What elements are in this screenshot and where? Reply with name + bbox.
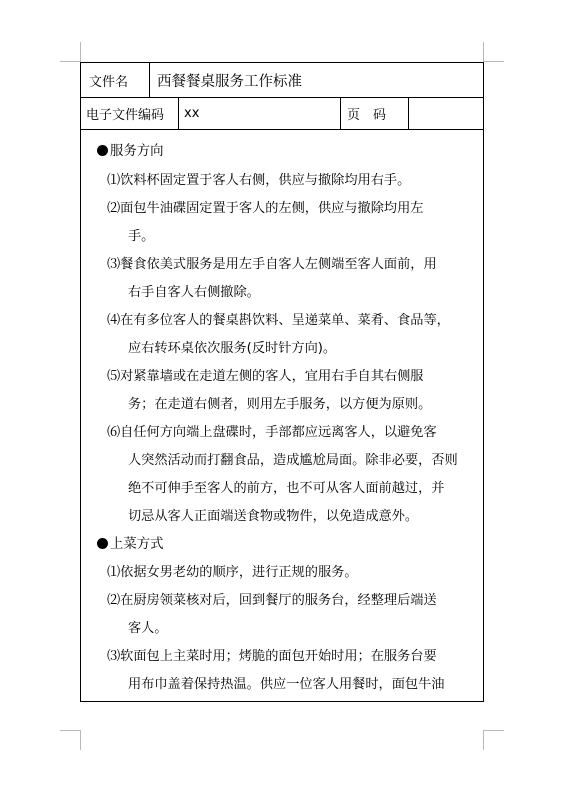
paragraph-line: ⑶餐食依美式服务是用左手自客人左侧端至客人面前，用 — [107, 257, 437, 272]
crop-mark-top-right — [484, 61, 504, 62]
header-row-doc-name — [81, 63, 483, 98]
crop-mark-bottom-right — [484, 730, 504, 731]
section-heading: 服务方向 — [97, 143, 164, 161]
crop-mark-top-right — [483, 42, 484, 62]
paragraph-line: ⑴饮料杯固定置于客人右侧，供应与撤除均用右手。 — [107, 173, 411, 188]
crop-mark-bottom-left — [60, 730, 80, 731]
paragraph-line: ⑵面包牛油碟固定置于客人的左侧，供应与撤除均用左 — [107, 201, 424, 216]
paragraph-line: ⑶软面包上主菜时用；烤脆的面包开始时用；在服务台要 — [107, 649, 437, 664]
paragraph-line: 手。 — [128, 229, 155, 244]
crop-mark-bottom-left — [80, 730, 81, 750]
page-label-cell — [341, 98, 409, 129]
page-label: 页 码 — [347, 108, 387, 123]
paragraph-line: ⑷在有多位客人的餐桌斟饮料、呈递菜单、菜肴、食品等， — [107, 313, 450, 328]
paragraph-line: 用布巾盖着保持热温。供应一位客人用餐时，面包牛油 — [128, 677, 445, 692]
crop-mark-bottom-right — [483, 730, 484, 750]
paragraph-line: ⑵在厨房领菜核对后，回到餐厅的服务台，经整理后端送 — [107, 593, 437, 608]
paragraph-line: 右手自客人右侧撤除。 — [128, 285, 260, 300]
file-code-value-cell — [179, 98, 341, 129]
document-frame — [80, 62, 484, 702]
paragraph-line: 客人。 — [128, 621, 168, 636]
file-code-label: 电子文件编码 — [86, 108, 165, 123]
crop-mark-top-left — [60, 61, 80, 62]
crop-mark-top-left — [80, 42, 81, 62]
doc-name-label-cell — [81, 63, 150, 97]
paragraph-line: 切忌从客人正面端送食物或物件，以免造成意外。 — [128, 509, 419, 524]
bullet-dot-icon — [97, 538, 108, 549]
doc-title: 西餐餐桌服务工作标准 — [157, 73, 302, 90]
section-heading: 上菜方式 — [97, 536, 164, 554]
paragraph-line: 务；在走道右侧者，则用左手服务，以方便为原则。 — [128, 397, 432, 412]
doc-name-value-cell — [150, 63, 483, 97]
paragraph-line: 绝不可伸手至客人的前方，也不可从客人面前越过，并 — [128, 481, 445, 496]
header-row-file-code — [81, 98, 483, 130]
paragraph-line: ⑹自任何方向端上盘碟时，手部都应远离客人，以避免客 — [107, 425, 437, 440]
paragraph-line: 应右转环桌依次服务(反时针方向)。 — [128, 341, 337, 356]
paragraph-line: ⑸对紧靠墙或在走道左侧的客人，宜用右手自其右侧服 — [107, 369, 424, 384]
page-value-cell — [409, 98, 483, 129]
doc-name-label: 文件名 — [89, 74, 129, 90]
bullet-dot-icon — [97, 145, 108, 156]
paragraph-line: 人突然活动而打翻食品，造成尴尬局面。除非必要，否则 — [128, 453, 458, 468]
paragraph-line: ⑴依据女男老幼的顺序，进行正规的服务。 — [107, 565, 358, 580]
file-code-label-cell — [81, 98, 179, 129]
file-code-value: xx — [184, 106, 200, 121]
